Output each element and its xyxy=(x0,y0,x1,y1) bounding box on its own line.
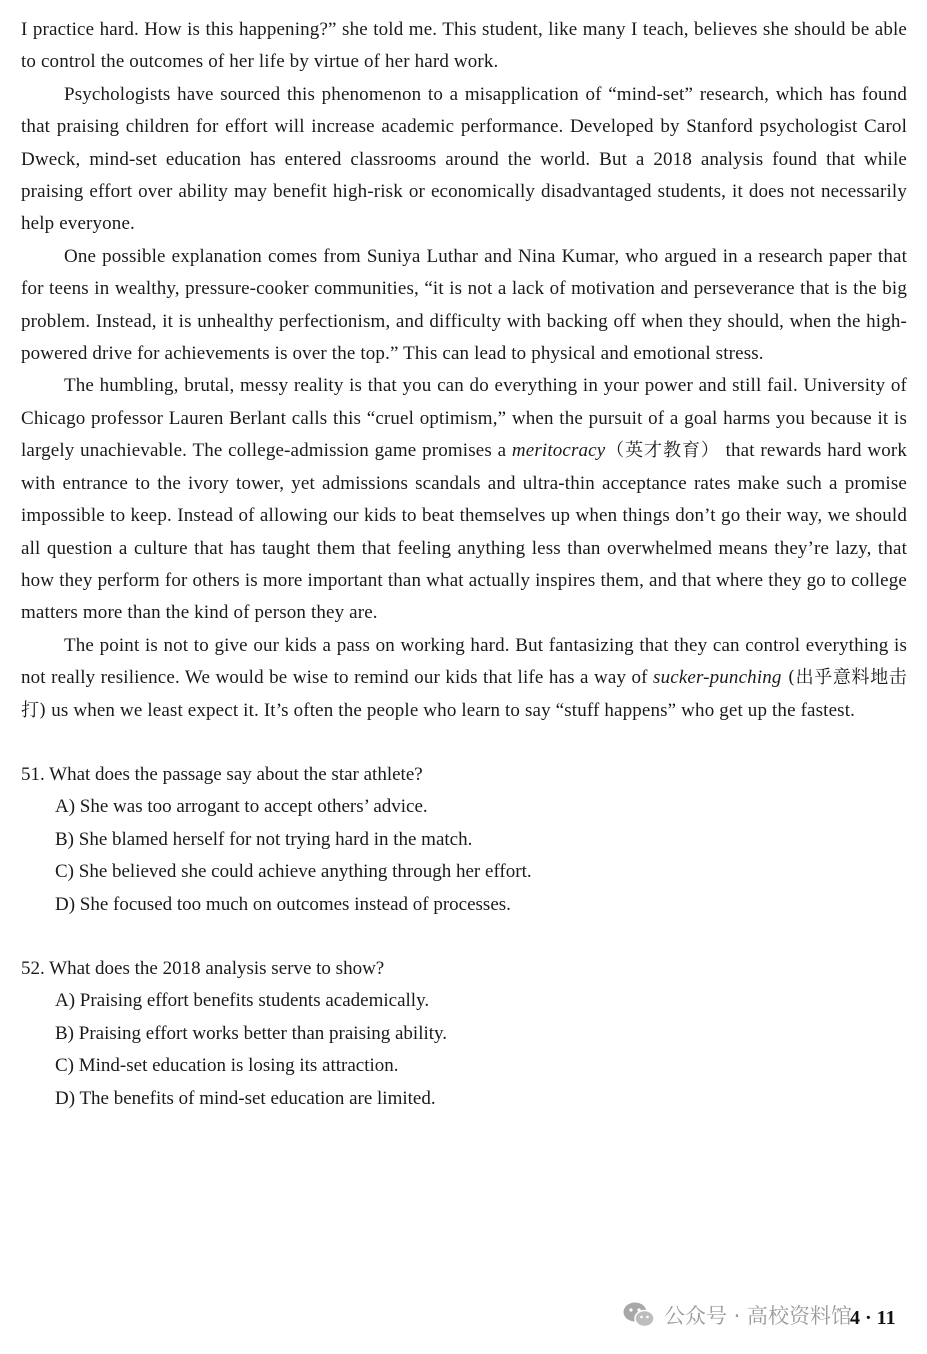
section-gap xyxy=(21,727,907,759)
answer-option-a[interactable]: A) Praising effort benefits students academically. xyxy=(55,990,430,1012)
paragraph-text: us when we least expect it. It’s often the people who learn to say “stuff happens” who get up the fastest. xyxy=(46,699,856,721)
watermark xyxy=(622,1300,852,1330)
page-number: 4 · 11 xyxy=(850,1307,896,1329)
wechat-icon xyxy=(622,1301,656,1329)
question-stem: 51. What does the passage say about the star athlete? xyxy=(21,763,423,785)
answer-option-b[interactable]: B) Praising effort works better than praising ability. xyxy=(55,1022,448,1044)
page-footer xyxy=(0,1296,927,1340)
answer-option-b[interactable]: B) She blamed herself for not trying hard in the match. xyxy=(55,828,473,850)
section-gap xyxy=(21,921,907,953)
watermark-text: 公众号 · 高校资料馆 xyxy=(664,1304,853,1328)
document-page xyxy=(21,14,907,1115)
paragraph-text: that rewards hard work with entrance to the ivory tower, yet admissions scandals and ultra-thin acceptance rates make such a promise impossible to keep. Instead of allowing our kids to beat themselves up when things don’t go their way, we should all question a culture that has taught them that feeling anything less than overwhelmed means they’re lazy, that how they perform for others is more important than what actually inspires them, and that where they go to college matters more than the kind of person they are. xyxy=(21,440,907,624)
passage-paragraph-5 xyxy=(21,630,907,727)
answer-option-a[interactable]: A) She was too arrogant to accept others’ advice. xyxy=(55,796,428,818)
term-gloss: (出乎意料地击打) xyxy=(21,667,907,721)
term-gloss: （英才教育） xyxy=(605,440,720,462)
passage-paragraph-3: One possible explanation comes from Suniya Luthar and Nina Kumar, who argued in a research paper that for teens in wealthy, pressure-cooker communities, “it is not a lack of motivation and perseverance that is the big problem. Instead, it is unhealthy perfectionism, and difficulty with backing off when they should, when the high-powered drive for achievements is over the top.” This can lead to physical and emotional stress. xyxy=(21,245,907,365)
question-stem: 52. What does the 2018 analysis serve to show? xyxy=(21,957,385,979)
answer-option-c[interactable]: C) Mind-set education is losing its attraction. xyxy=(55,1055,399,1077)
passage-paragraph-4 xyxy=(21,370,907,629)
answer-option-c[interactable]: C) She believed she could achieve anything through her effort. xyxy=(55,861,532,883)
question-51 xyxy=(21,759,907,921)
answer-option-d[interactable]: D) She focused too much on outcomes instead of processes. xyxy=(55,893,511,915)
glossed-term: sucker-punching xyxy=(653,667,782,689)
passage-paragraph-1: I practice hard. How is this happening?” she told me. This student, like many I teach, believes she should be able to control the outcomes of her life by virtue of her hard work. xyxy=(21,19,907,73)
passage-paragraph-2: Psychologists have sourced this phenomenon to a misapplication of “mind-set” research, which has found that praising children for effort will increase academic performance. Developed by Stanford psychologist Carol Dweck, mind-set education has entered classrooms around the world. But a 2018 analysis found that while praising effort over ability may benefit high-risk or economically disadvantaged students, it does not necessarily help everyone. xyxy=(21,83,907,235)
glossed-term: meritocracy xyxy=(511,440,606,462)
paragraph-text: The point is not to give our kids a pass on working hard. But fantasizing that they can control everything is not really resilience. We would be wise to remind our kids that life has a way of xyxy=(21,634,907,689)
paragraph-text: The humbling, brutal, messy reality is that you can do everything in your power and still fail. University of Chicago professor Lauren Berlant calls this “cruel optimism,” when the pursuit of a goal harms you because it is largely unachievable. The college-admission game promises a xyxy=(21,375,907,462)
question-52 xyxy=(21,953,907,1115)
answer-option-d[interactable]: D) The benefits of mind-set education are limited. xyxy=(55,1087,436,1109)
